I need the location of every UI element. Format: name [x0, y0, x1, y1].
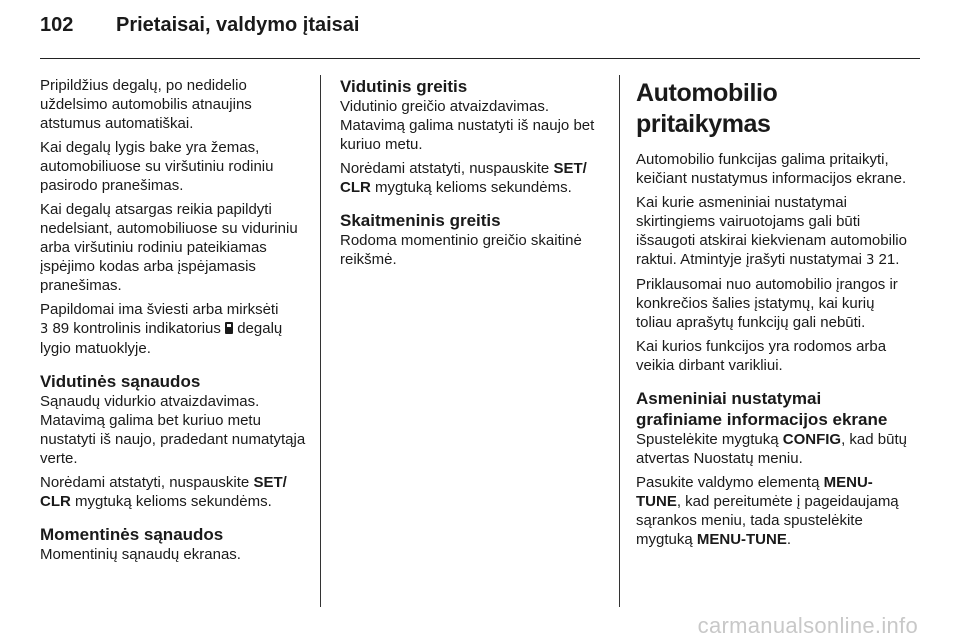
heading-digital-speed: Skaitmeninis greitis	[340, 211, 501, 230]
watermark: carmanualsonline.info	[697, 613, 918, 638]
paragraph-personalization-intro: Automobilio funkcijas galima pritaikyti, keičiant nustatymus informacijos ekrane.	[636, 151, 907, 187]
paragraph-low-fuel: Kai degalų lygis bake yra žemas, automobiliuose su viršutiniu rodiniu pasirodo pranešimas.	[40, 139, 274, 194]
paragraph-avg-reset: Norėdami atstatyti, nuspauskite SET/ CLR mygtuką kelioms sekundėms.	[40, 474, 287, 510]
reference-arrow-icon: 3	[866, 253, 875, 268]
paragraph-instant-consumption: Momentinių sąnaudų ekranas.	[40, 546, 241, 563]
paragraph-digital-speed: Rodoma momentinio greičio skaitinė reikšmė.	[340, 232, 582, 268]
config-label: CONFIG	[782, 431, 842, 448]
fuel-pump-icon	[225, 322, 233, 334]
heading-personal-settings: Asmeniniai nustatymai grafiniame informacijos ekrane	[636, 389, 888, 429]
paragraph-config: Spustelėkite mygtuką CONFIG, kad būtų atvertas Nuostatų meniu.	[636, 431, 907, 467]
heading-average-consumption: Vidutinės sąnaudos	[40, 372, 201, 391]
paragraph-engine-note: Kai kurios funkcijos yra rodomos arba veikia dirbant varikliui.	[636, 338, 887, 374]
header-rule	[40, 58, 920, 59]
heading-vehicle-personalization: Automobilio pritaikymas	[636, 79, 778, 138]
paragraph-speed-reset: Norėdami atstatyti, nuspauskite SET/ CLR mygtuką kelioms sekundėms.	[340, 160, 587, 196]
paragraph-menu-tune: Pasukite valdymo elementą MENU-TUNE, kad pereitumėte į pageidaujamą sąrankos meniu, tada spustelėkite mygtuką MENU-TUNE.	[636, 474, 899, 548]
paragraph-fuel-warning: Kai degalų atsargas reikia papildyti nedelsiant, automobiliuose su viduriniu arba viršutiniu rodiniu pateikiamas įspėjimo kodas arba įspėjamasis pranešimas.	[40, 201, 298, 294]
reference-arrow-icon: 3	[40, 322, 49, 337]
column-1	[40, 76, 312, 569]
set-clr-label: SET/ CLR	[40, 474, 287, 510]
paragraph-refuel: Pripildžius degalų, po nedidelio uždelsimo automobilis atnaujins atstumus automatiškai.	[40, 77, 252, 132]
paragraph-indicator: Papildomai ima šviesti arba mirksėti 3 89 kontrolinis indikatorius degalų lygio matuoklyje.	[40, 301, 283, 357]
column-3	[636, 78, 908, 554]
paragraph-average-speed: Vidutinio greičio atvaizdavimas. Matavimą galima nustatyti iš naujo bet kuriuo metu.	[340, 98, 595, 153]
column-2	[340, 76, 608, 274]
page-header	[40, 14, 920, 37]
heading-instant-consumption: Momentinės sąnaudos	[40, 525, 224, 544]
column-divider-2	[619, 75, 620, 607]
paragraph-equipment-note: Priklausomai nuo automobilio įrangos ir konkrečios šalies įstatymų, kai kurių toliau aprašytų funkcijų gali nebūti.	[636, 276, 898, 331]
set-clr-label: SET/ CLR	[340, 160, 587, 196]
page-number: 102	[40, 14, 74, 36]
paragraph-average-consumption: Sąnaudų vidurkio atvaizdavimas. Matavimą galima bet kuriuo metu nustatyti iš naujo, pradedant numatytąja verte.	[40, 393, 306, 467]
menu-tune-label: MENU-TUNE	[636, 474, 873, 510]
menu-tune-label: MENU-TUNE	[696, 531, 787, 548]
paragraph-key-memory: Kai kurie asmeniniai nustatymai skirtingiems vairuotojams gali būti išsaugoti atskirai kiekvienam automobilio raktui. Atmintyje įrašyti nustatymai 3 21.	[636, 194, 907, 268]
page-title: Prietaisai, valdymo įtaisai	[116, 14, 360, 36]
column-divider-1	[320, 75, 321, 607]
heading-average-speed: Vidutinis greitis	[340, 77, 468, 96]
